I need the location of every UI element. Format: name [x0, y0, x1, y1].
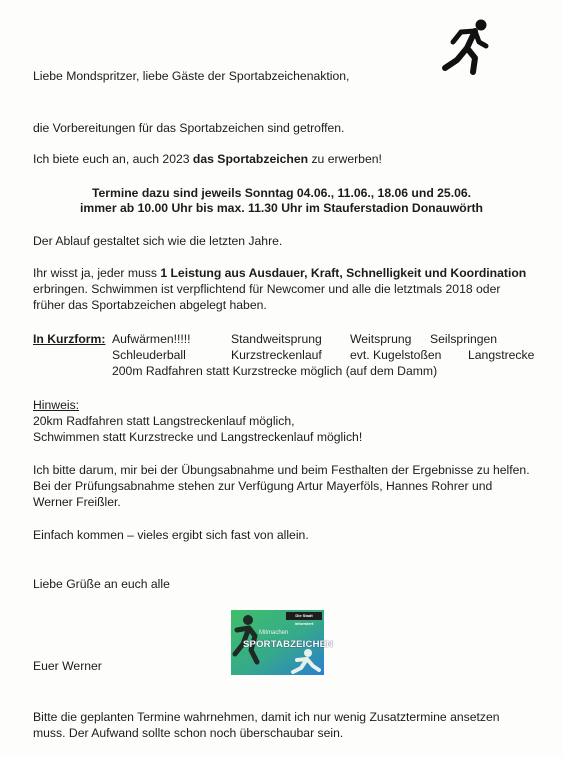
- help-line-2: Bei der Prüfungsabnahme stehen zur Verfügung Artur Mayerföls, Hannes Rohrer und: [33, 479, 493, 493]
- activity-item: Langstrecke: [468, 348, 535, 362]
- closing-line-1: Bitte die geplanten Termine wahrnehmen, damit ich nur wenig Zusatztermine ansetzen: [33, 710, 500, 724]
- offer-text: Ich biete euch an, auch 2023 das Sportabzeichen zu erwerben!: [33, 152, 382, 166]
- closing-line-2: muss. Der Aufwand sollte schon noch überschaubar sein.: [33, 726, 344, 740]
- sportabzeichen-logo: [231, 610, 334, 675]
- activity-item: Aufwärmen!!!!!: [112, 332, 191, 346]
- activity-note: 200m Radfahren statt Kurzstrecke möglich (auf dem Damm): [112, 364, 438, 378]
- activity-item: Kurzstreckenlauf: [231, 348, 322, 362]
- signature-text: Euer Werner: [33, 659, 102, 673]
- logo-tag: Die Stadt informiert: [294, 613, 314, 626]
- activity-item: Seilspringen: [430, 332, 498, 346]
- come-text: Einfach kommen – vieles ergibt sich fast von allein.: [33, 528, 309, 542]
- activity-item: Weitsprung: [350, 332, 412, 346]
- activity-item: evt. Kugelstoßen: [350, 348, 442, 362]
- short-form-label: In Kurzform:: [33, 332, 106, 346]
- requirement-line-1: Ihr wisst ja, jeder muss 1 Leistung aus Ausdauer, Kraft, Schnelligkeit und Koordination: [33, 266, 527, 280]
- logo-subtitle: Mitmachen: [259, 630, 289, 636]
- procedure-text: Der Ablauf gestaltet sich wie die letzten Jahre.: [33, 234, 283, 248]
- hint-label: Hinweis:: [33, 398, 80, 412]
- dates-line-2: immer ab 10.00 Uhr bis max. 11.30 Uhr im Stauferstadion Donauwörth: [80, 201, 483, 215]
- preparation-text: die Vorbereitungen für das Sportabzeichen sind getroffen.: [33, 121, 345, 135]
- regards-text: Liebe Grüße an euch alle: [33, 577, 170, 591]
- activity-item: Schleuderball: [112, 348, 186, 362]
- help-line-1: Ich bitte darum, mir bei der Übungsabnahme und beim Festhalten der Ergebnisse zu helfen.: [33, 463, 530, 477]
- dates-line-1: Termine dazu sind jeweils Sonntag 04.06., 11.06., 18.06 und 25.06.: [91, 186, 472, 200]
- hint-line-2: Schwimmen statt Kurzstrecke und Langstreckenlauf möglich!: [33, 430, 363, 444]
- runner-icon: [439, 18, 495, 76]
- activity-item: Standweitsprung: [231, 332, 322, 346]
- hint-line-1: 20km Radfahren statt Langstreckenlauf möglich,: [33, 414, 295, 428]
- requirement-line-3: früher das Sportabzeichen abgelegt haben.: [33, 298, 267, 312]
- logo-title: SPORTABZEICHEN: [243, 639, 334, 650]
- help-line-3: Werner Freißler.: [33, 495, 121, 509]
- greeting-text: Liebe Mondspritzer, liebe Gäste der Sportabzeichenaktion,: [33, 69, 350, 83]
- requirement-line-2: erbringen. Schwimmen ist verpflichtend für Newcomer und alle die letztmals 2018 oder: [33, 282, 501, 296]
